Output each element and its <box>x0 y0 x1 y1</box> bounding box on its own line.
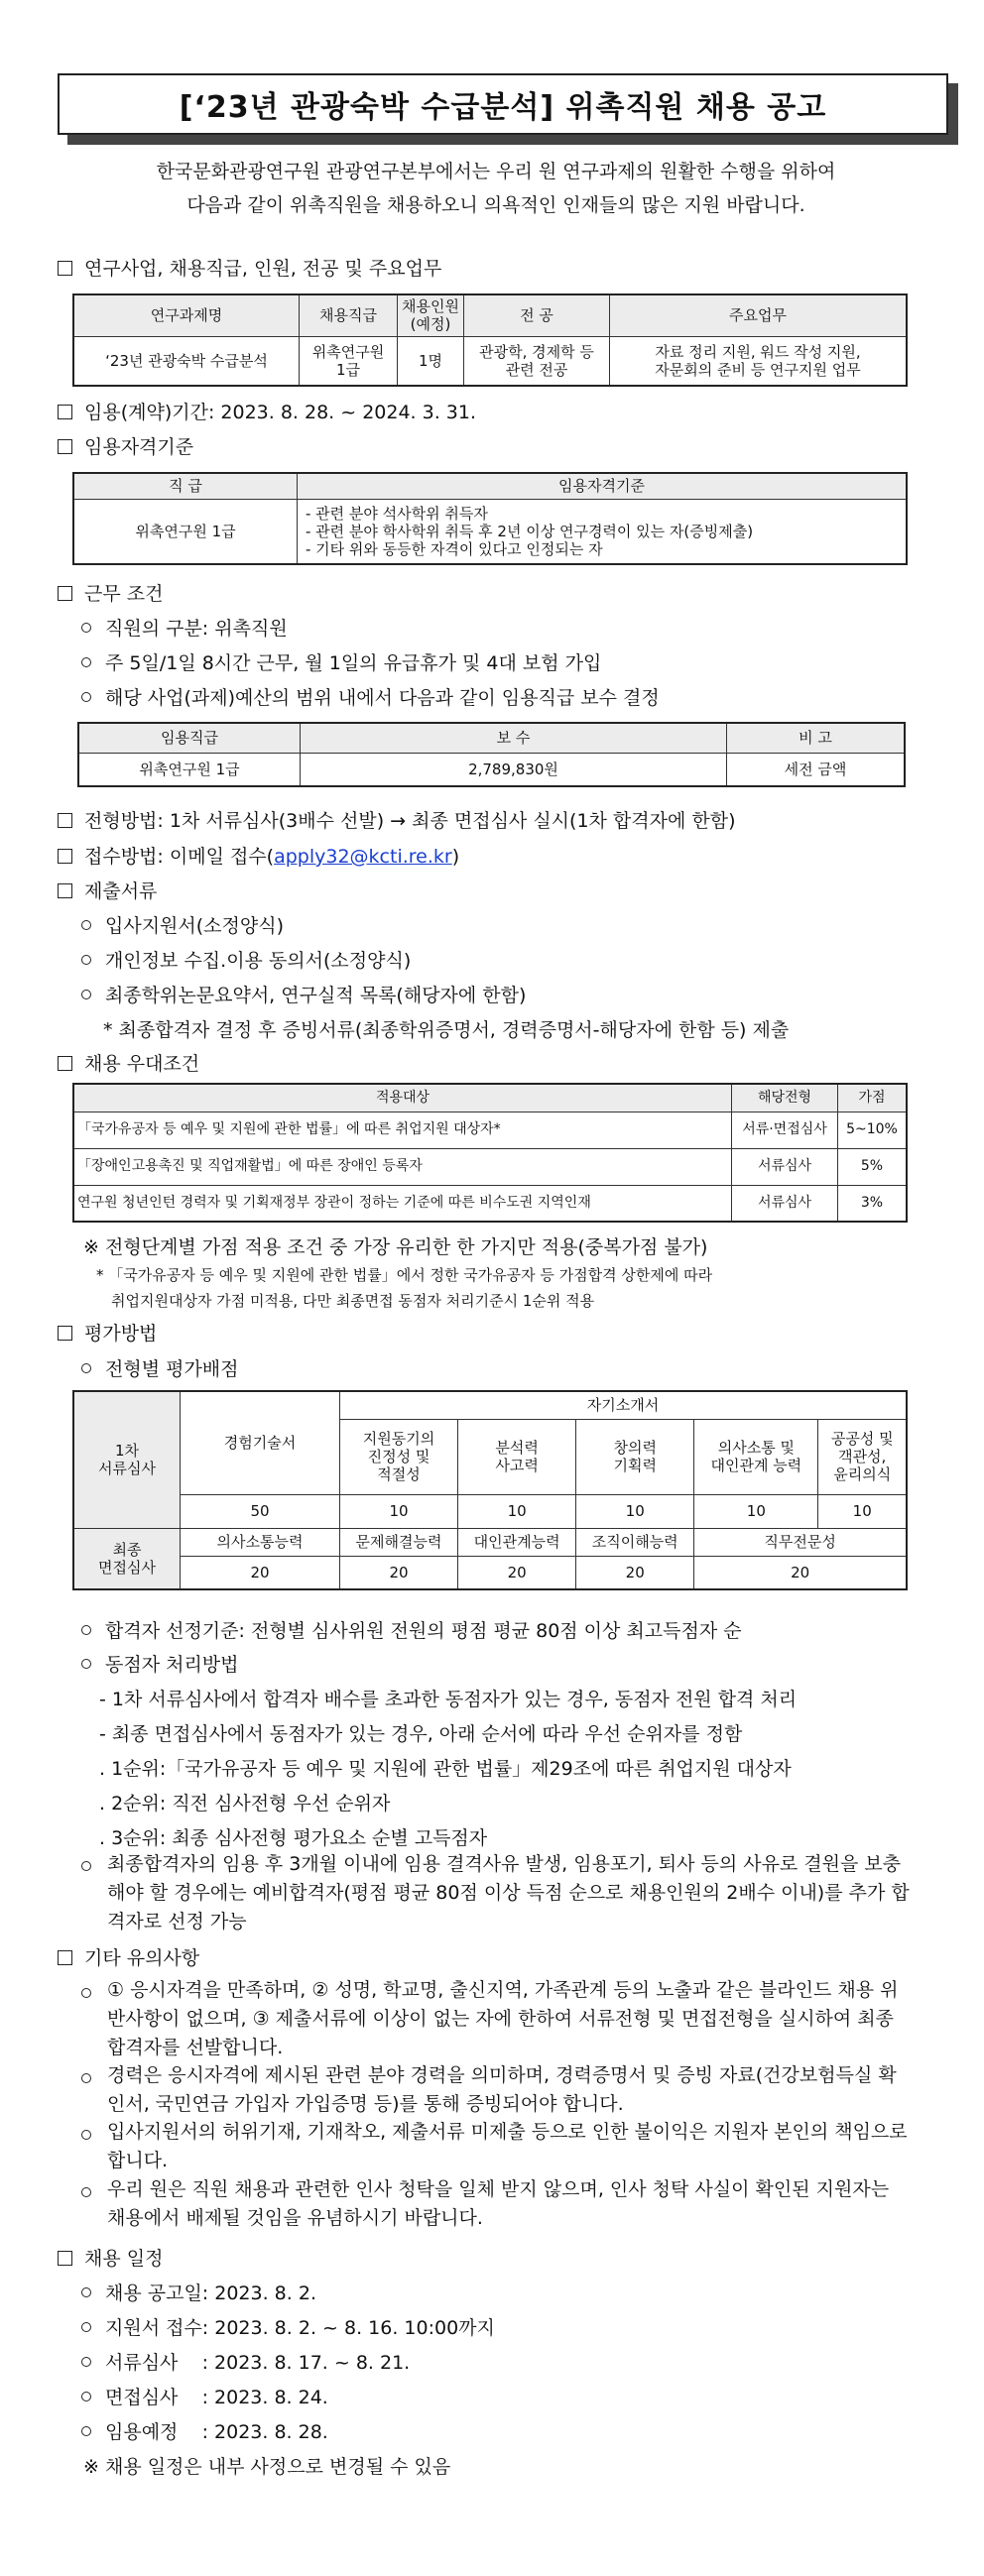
col-header: 비 고 <box>727 723 906 753</box>
checkbox-square-icon <box>58 849 72 864</box>
bullet-circle-icon <box>81 2287 91 2297</box>
criteria-item: - 기타 위와 동등한 자격이 있다고 인정되는 자 <box>306 539 603 558</box>
bullet-circle-icon <box>81 1625 91 1635</box>
work-item-text: 직원의 구분: 위촉직원 <box>105 618 288 640</box>
schedule-item <box>81 2348 410 2375</box>
tie-heading <box>81 1650 239 1677</box>
section-10-heading <box>58 1943 199 1970</box>
col-header: 주요업무 <box>610 294 908 336</box>
section-7-heading-text: 제출서류 <box>84 880 158 902</box>
score: 20 <box>458 1556 576 1589</box>
pass-criteria <box>81 1616 742 1643</box>
section-11-heading-text: 채용 일정 <box>84 2248 164 2270</box>
table-cell: 2,789,830원 <box>301 753 727 786</box>
table-cell: 3% <box>838 1185 908 1222</box>
schedule-item-text: 지원서 접수: 2023. 8. 2. ~ 8. 16. 10:00까지 <box>105 2317 495 2339</box>
bullet-circle-icon <box>81 2070 105 2089</box>
research-table <box>72 293 908 387</box>
document-item-text: 입사지원서(소정양식) <box>105 915 285 937</box>
table-cell: 위촉연구원 1급 <box>73 499 298 564</box>
bullet-circle-icon <box>81 2187 91 2197</box>
col-header: 채용인원 (예정) <box>398 294 464 336</box>
score: 10 <box>818 1494 907 1528</box>
notice-item: 경력은 응시자격에 제시된 관련 분야 경력을 의미하며, 경력증명서 및 증빙 자료(건강보험득실 확인서, 국민연금 가입자 가입증명 등)를 통해 증빙되어야 합니다. <box>107 2064 897 2115</box>
pass-criteria-text: 합격자 선정기준: 전형별 심사위원 전원의 평점 평균 80점 이상 최고득점자 순 <box>105 1620 742 1642</box>
bullet-circle-icon <box>81 1988 91 1998</box>
evaluation-sub <box>81 1354 239 1381</box>
section-1-heading-text: 연구사업, 채용직급, 인원, 전공 및 주요업무 <box>84 258 442 280</box>
schedule-item-text: 임용예정 : 2023. 8. 28. <box>105 2421 328 2443</box>
document-item <box>81 911 284 938</box>
criterion: 의사소통능력 <box>181 1528 340 1556</box>
col-header: 채용직급 <box>300 294 398 336</box>
checkbox-square-icon <box>58 883 72 898</box>
tie-heading-text: 동점자 처리방법 <box>105 1654 239 1676</box>
section-3-heading-text: 임용자격기준 <box>84 436 194 458</box>
table-cell: 연구원 청년인턴 경력자 및 기획재정부 장관이 정하는 기준에 따른 비수도권 지역인재 <box>73 1185 732 1222</box>
work-item <box>81 648 601 675</box>
col-header: 해당전형 <box>732 1084 838 1112</box>
section-8-heading <box>58 1049 199 1076</box>
criteria-item: - 관련 분야 학사학위 취득 후 2년 이상 연구경력이 있는 자(증빙제출) <box>306 522 754 540</box>
notice-item: ① 응시자격을 만족하며, ② 성명, 학교명, 출신지역, 가족관계 등의 노출과 같은 블라인드 채용 위반사항이 없으며, ③ 제출서류에 이상이 없는 자에 한하여 서류전형 및 면접전형을 실시하여 최종합격자를 선발합니다. <box>107 1979 899 2058</box>
notice-item: 입사지원서의 허위기재, 기재착오, 제출서류 미제출 등으로 인한 불이익은 지원자 본인의 책임으로 합니다. <box>107 2121 908 2171</box>
bullet-circle-icon <box>81 2357 91 2367</box>
tie-rank: . 2순위: 직전 심사전형 우선 순위자 <box>99 1793 391 1815</box>
notice-item: 우리 원은 직원 채용과 관련한 인사 청탁을 일체 받지 않으며, 인사 청탁 사실이 확인된 지원자는 채용에서 배제될 것임을 유념하시기 바랍니다. <box>107 2178 890 2229</box>
col-header: 경험기술서 <box>181 1391 340 1494</box>
schedule-item-text: 서류심사 : 2023. 8. 17. ~ 8. 21. <box>105 2352 411 2374</box>
criterion: 조직이해능력 <box>576 1528 694 1556</box>
checkbox-square-icon <box>58 1326 72 1341</box>
work-item-text: 해당 사업(과제)예산의 범위 내에서 다음과 같이 임용직급 보수 결정 <box>105 687 660 709</box>
schedule-item <box>81 2313 495 2340</box>
tie-rule: - 1차 서류심사에서 합격자 배수를 초과한 동점자가 있는 경우, 동점자 전원 합격 처리 <box>99 1689 798 1710</box>
preference-footnote: * 「국가유공자 등 예우 및 지원에 관한 법률」에서 정한 국가유공자 등 가점합격 상한제에 따라 <box>96 1266 713 1284</box>
stage-label: 최종 면접심사 <box>73 1528 181 1589</box>
col-header: 임용자격기준 <box>298 473 908 499</box>
checkbox-square-icon <box>58 439 72 454</box>
document-item-text: 최종학위논문요약서, 연구실적 목록(해당자에 한함) <box>105 985 527 1006</box>
bullet-circle-icon <box>81 2073 91 2083</box>
bullet-circle-icon <box>81 623 91 633</box>
section-4-heading-text: 근무 조건 <box>84 583 164 605</box>
score: 20 <box>339 1556 457 1589</box>
section-5-heading <box>58 806 736 833</box>
section-2-text: 임용(계약)기간: 2023. 8. 28. ~ 2024. 3. 31. <box>84 402 477 423</box>
checkbox-square-icon <box>58 813 72 828</box>
work-item-text: 주 5일/1일 8시간 근무, 월 1일의 유급휴가 및 4대 보험 가입 <box>105 652 602 674</box>
col-header: 보 수 <box>301 723 727 753</box>
col-header: 직 급 <box>73 473 298 499</box>
section-3-heading <box>58 432 193 459</box>
bullet-circle-icon <box>81 920 91 930</box>
stage-label: 1차 서류심사 <box>73 1391 181 1528</box>
col-header: 임용직급 <box>78 723 301 753</box>
preference-table <box>72 1083 908 1223</box>
score: 10 <box>576 1494 694 1528</box>
schedule-item <box>81 2383 328 2409</box>
tie-rule: - 최종 면접심사에서 동점자가 있는 경우, 아래 순서에 따라 우선 순위자를 정함 <box>99 1723 743 1745</box>
score: 50 <box>181 1494 340 1528</box>
reserve-note: 최종합격자의 임용 후 3개월 이내에 임용 결격사유 발생, 임용포기, 퇴사 등의 사유로 결원을 보충해야 할 경우에는 예비합격자(평점 평균 80점 이상 득점 순으로 채용인원의 2배수 이내)를 추가 합격자로 선정 가능 <box>107 1853 910 1932</box>
score: 10 <box>458 1494 576 1528</box>
bullet-circle-icon <box>81 990 91 999</box>
table-cell: 서류·면접심사 <box>732 1112 838 1148</box>
section-9-heading-text: 평가방법 <box>84 1323 158 1345</box>
bullet-circle-icon <box>81 955 91 965</box>
checkbox-square-icon <box>58 586 72 601</box>
score: 20 <box>694 1556 907 1589</box>
intro-line-1: 한국문화관광연구원 관광연구본부에서는 우리 원 연구과제의 원활한 수행을 위하여 <box>156 161 836 182</box>
section-5-text: 전형방법: 1차 서류심사(3배수 선발) → 최종 면접심사 실시(1차 합격자에 한함) <box>84 810 736 832</box>
section-4-heading <box>58 579 163 606</box>
score: 10 <box>694 1494 818 1528</box>
table-cell: 관광학, 경제학 등 관련 전공 <box>464 336 610 386</box>
work-item <box>81 614 288 641</box>
qualification-table <box>72 472 908 565</box>
tie-rank: . 3순위: 최종 심사전형 평가요소 순별 고득점자 <box>99 1827 488 1849</box>
checkbox-square-icon <box>58 405 72 419</box>
evaluation-table <box>72 1390 908 1590</box>
schedule-item-text: 채용 공고일: 2023. 8. 2. <box>105 2283 316 2304</box>
page-title-text: [‘23년 관광숙박 수급분석] 위촉직원 채용 공고 <box>179 90 827 125</box>
col-header: 자기소개서 <box>339 1391 907 1419</box>
score: 10 <box>339 1494 457 1528</box>
section-7-heading <box>58 877 157 903</box>
criterion: 분석력 사고력 <box>458 1419 576 1494</box>
apply-method-text: 접수방법: 이메일 접수( <box>84 846 275 868</box>
bullet-circle-icon <box>81 2322 91 2332</box>
document-item-text: 개인정보 수집.이용 동의서(소정양식) <box>105 950 412 972</box>
criterion: 지원동기의 진정성 및 적절성 <box>339 1419 457 1494</box>
bullet-circle-icon <box>81 2130 91 2140</box>
bullet-circle-icon <box>81 2127 105 2146</box>
bullet-circle-icon <box>81 2184 105 2203</box>
section-8-heading-text: 채용 우대조건 <box>84 1053 200 1075</box>
schedule-item <box>81 2417 328 2444</box>
bullet-circle-icon <box>81 1985 105 2004</box>
col-header: 가점 <box>838 1084 908 1112</box>
intro-line-2: 다음과 같이 위촉직원을 채용하오니 의욕적인 인재들의 많은 지원 바랍니다. <box>186 194 805 216</box>
bullet-circle-icon <box>81 1858 105 1877</box>
checkbox-square-icon <box>58 1950 72 1965</box>
section-2-heading <box>58 398 476 424</box>
criterion: 직무전문성 <box>694 1528 907 1556</box>
criterion: 문제해결능력 <box>339 1528 457 1556</box>
checkbox-square-icon <box>58 261 72 276</box>
criterion: 창의력 기획력 <box>576 1419 694 1494</box>
criteria-cell <box>298 499 908 564</box>
bullet-circle-icon <box>81 657 91 667</box>
bullet-circle-icon <box>81 1861 91 1871</box>
work-item <box>81 683 660 710</box>
evaluation-sub-text: 전형별 평가배점 <box>105 1358 239 1380</box>
checkbox-square-icon <box>58 2251 72 2266</box>
table-cell: 위촉연구원 1급 <box>78 753 301 786</box>
table-cell: 「국가유공자 등 예우 및 지원에 관한 법률」에 따른 취업지원 대상자* <box>73 1112 732 1148</box>
table-cell: 세전 금액 <box>727 753 906 786</box>
checkbox-square-icon <box>58 1056 72 1071</box>
section-11-heading <box>58 2244 163 2271</box>
criterion: 의사소통 및 대인관계 능력 <box>694 1419 818 1494</box>
preference-footnote: 취업지원대상자 가점 미적용, 다만 최종면접 동점자 처리기준시 1순위 적용 <box>111 1292 595 1310</box>
table-cell: ‘23년 관광숙박 수급분석 <box>73 336 300 386</box>
email-link[interactable]: apply32@kcti.re.kr <box>274 846 452 868</box>
schedule-note: ※ 채용 일정은 내부 사정으로 변경될 수 있음 <box>83 2456 451 2478</box>
apply-method-suffix: ) <box>451 846 460 868</box>
criteria-item: - 관련 분야 석사학위 취득자 <box>306 504 488 523</box>
col-header: 연구과제명 <box>73 294 300 336</box>
criterion: 대인관계능력 <box>458 1528 576 1556</box>
document-note: * 최종합격자 결정 후 증빙서류(최종학위증명서, 경력증명서-해당자에 한함 등) 제출 <box>103 1019 790 1041</box>
table-cell: 서류심사 <box>732 1185 838 1222</box>
col-header: 적용대상 <box>73 1084 732 1112</box>
section-10-heading-text: 기타 유의사항 <box>84 1947 200 1969</box>
bullet-circle-icon <box>81 2426 91 2436</box>
col-header: 전 공 <box>464 294 610 336</box>
score: 20 <box>576 1556 694 1589</box>
preference-note: ※ 전형단계별 가점 적용 조건 중 가장 유리한 한 가지만 적용(중복가점 불가) <box>83 1236 708 1258</box>
score: 20 <box>181 1556 340 1589</box>
table-cell: 서류심사 <box>732 1148 838 1185</box>
table-cell: 5% <box>838 1148 908 1185</box>
criterion: 공공성 및 객관성, 윤리의식 <box>818 1419 907 1494</box>
bullet-circle-icon <box>81 692 91 702</box>
bullet-circle-icon <box>81 1363 91 1373</box>
section-9-heading <box>58 1319 157 1346</box>
document-item <box>81 946 411 973</box>
document-item <box>81 981 526 1007</box>
section-6-heading <box>58 842 459 869</box>
bullet-circle-icon <box>81 1659 91 1669</box>
section-1-heading <box>58 254 441 281</box>
table-cell: 위촉연구원 1급 <box>300 336 398 386</box>
table-cell: 1명 <box>398 336 464 386</box>
page-title <box>58 73 948 135</box>
salary-table <box>77 722 906 787</box>
table-cell: 자료 정리 지원, 워드 작성 지원, 자문회의 준비 등 연구지원 업무 <box>610 336 908 386</box>
table-cell: 「장애인고용촉진 및 직업재활법」에 따른 장애인 등록자 <box>73 1148 732 1185</box>
schedule-item <box>81 2279 316 2305</box>
schedule-item-text: 면접심사 : 2023. 8. 24. <box>105 2387 328 2408</box>
tie-rank: . 1순위:「국가유공자 등 예우 및 지원에 관한 법률」제29조에 따른 취업지원 대상자 <box>99 1758 792 1780</box>
table-cell: 5~10% <box>838 1112 908 1148</box>
bullet-circle-icon <box>81 2392 91 2401</box>
